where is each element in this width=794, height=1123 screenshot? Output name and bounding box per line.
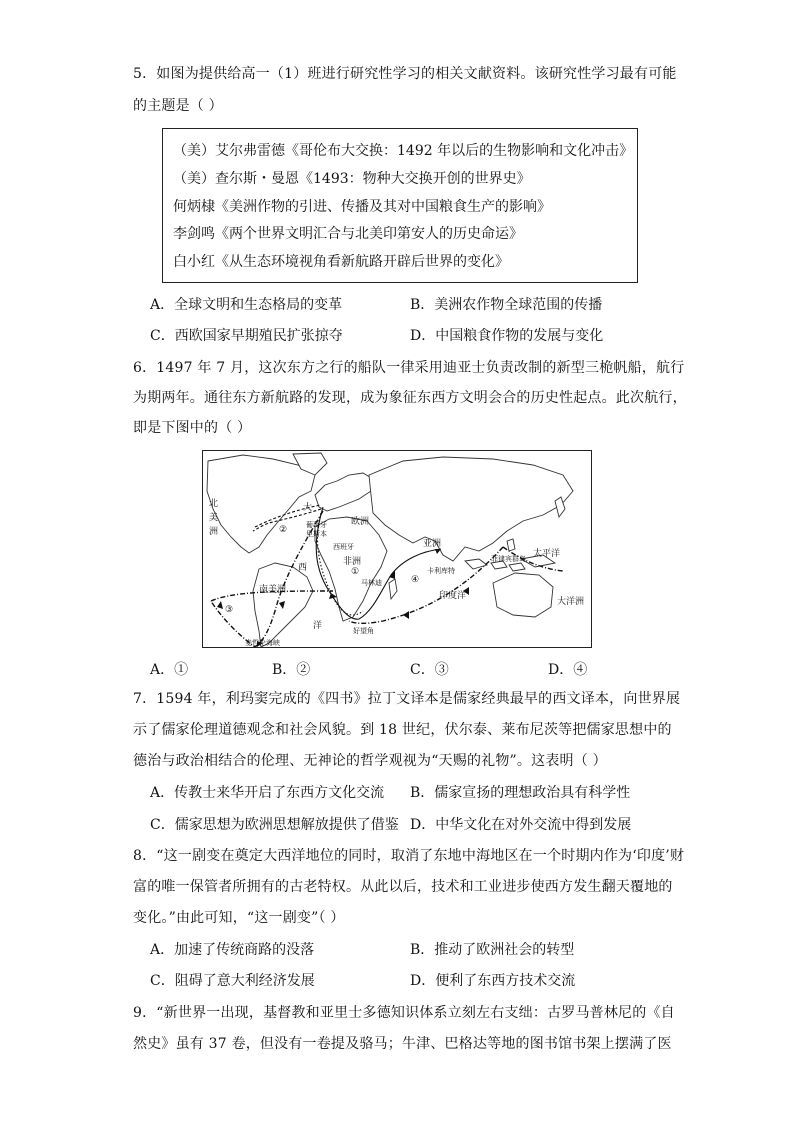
- q5-option-d[interactable]: D．中国粮食作物的发展与变化: [410, 328, 604, 344]
- q5-reference-box: [162, 128, 638, 283]
- q7-stem-line2: 示了儒家伦理道德观念和社会风貌。到 18 世纪，伏尔泰、莱布尼茨等把儒家思想中的: [133, 722, 672, 738]
- q7-stem-line3: 德治与政治相结合的伦理、无神论的哲学观视为“天赐的礼物”。这表明（ ）: [133, 753, 607, 769]
- q5-stem-line2: 的主题是（ ）: [133, 98, 223, 114]
- map-label-magellan: 麦哲伦海峡: [245, 639, 280, 647]
- australia-outline: [493, 573, 553, 617]
- map-label-africa: 非洲: [343, 557, 362, 567]
- map-label-asia: 亚洲: [423, 539, 442, 549]
- map-label-big: 大: [303, 503, 313, 513]
- map-label-portugal: 葡萄牙: [306, 521, 327, 529]
- q6-option-d[interactable]: D．④: [548, 662, 588, 678]
- route-3-arrow-c: [217, 601, 223, 609]
- q5-ref-5: 白小红《从生态环境视角看新航路开辟后世界的变化》: [173, 254, 509, 270]
- q8-option-d[interactable]: D．便利了东西方技术交流: [410, 973, 576, 989]
- q6-option-a[interactable]: A．①: [150, 662, 189, 678]
- q9-stem-line2: 然史》虽有 37 卷，但没有一卷提及骆马；牛津、巴格达等地的图书馆书架上摆满了医: [133, 1036, 672, 1052]
- q6-stem-line1: 6．1497 年 7 月，这次东方之行的船队一律采用迪亚士负责改制的新型三桅帆船，航行: [133, 360, 685, 376]
- q7-option-a[interactable]: A．传教士来华开启了东西方文化交流: [150, 785, 385, 801]
- q8-stem-line2: 富的唯一保管者所拥有的古老特权。从此以后，技术和工业进步使西方发生翻天覆地的: [133, 879, 673, 895]
- map-label-indian-ocean: 印度洋: [439, 591, 467, 601]
- europe-outline: [315, 473, 373, 511]
- q8-option-c[interactable]: C．阻碍了意大利经济发展: [150, 973, 315, 989]
- map-label-europe: 欧洲: [351, 517, 370, 527]
- map-label-west: 西: [298, 563, 308, 573]
- map-label-lisbon: 里斯本: [306, 530, 327, 538]
- q7-option-d[interactable]: D．中华文化在对外交流中得到发展: [410, 817, 632, 833]
- map-label-ocean: 洋: [313, 621, 323, 631]
- map-label-north-america: 北美洲: [209, 499, 219, 537]
- q5-ref-4: 李剑鸣《两个世界文明汇合与北美印第安人的历史命运》: [173, 226, 523, 242]
- asia-outline: [369, 457, 573, 561]
- q5-option-c[interactable]: C．西欧国家早期殖民扩张掠夺: [150, 328, 343, 344]
- route-3-arrow-d: [403, 611, 409, 619]
- q5-option-b[interactable]: B．美洲农作物全球范围的传播: [410, 297, 603, 313]
- q6-option-b[interactable]: B．②: [272, 662, 311, 678]
- map-label-pacific: 太平洋: [533, 549, 561, 559]
- route-marker-3: ③: [225, 605, 234, 615]
- q7-stem-line1: 7．1594 年，利玛窦完成的《四书》拉丁文译本是儒家经典最早的西文译本，向世界展: [133, 691, 681, 707]
- q8-stem-line1: 8．“这一剧变在奠定大西洋地位的同时，取消了东地中海地区在一个时期内作为‘印度’财: [133, 848, 685, 864]
- map-label-malindi: 马林迪: [361, 579, 382, 587]
- q5-stem-line1: 5．如图为提供给高一（1）班进行研究性学习的相关文献资料。该研究性学习最有可能: [133, 66, 677, 82]
- q8-option-b[interactable]: B．推动了欧洲社会的转型: [410, 942, 575, 958]
- q8-stem-line3: 变化。”由此可知，“这一剧变”（ ）: [133, 910, 345, 926]
- q8-option-a[interactable]: A．加速了传统商路的没落: [150, 942, 315, 958]
- voyage-route-map: [202, 450, 592, 648]
- q5-ref-2: （美）查尔斯・曼恩《1493：物种大交换开创的世界史》: [173, 171, 531, 187]
- q5-ref-3: 何炳棣《美洲作物的引进、传播及其对中国粮食生产的影响》: [173, 199, 551, 215]
- q5-ref-1: （美）艾尔弗雷德《哥伦布大交换：1492 年以后的生物影响和文化冲击》: [173, 143, 634, 159]
- route-1-arrow-c: [435, 549, 441, 554]
- map-label-oceania: 大洋洲: [557, 597, 585, 607]
- philippines-outline: [507, 539, 515, 551]
- route-marker-4: ④: [411, 575, 420, 585]
- north-america-outline: [207, 455, 315, 553]
- map-label-south-america: 南美洲: [259, 585, 287, 595]
- q9-stem-line1: 9．“新世界一出现，基督教和亚里士多德知识体系立刻左右支绌：古罗马普林尼的《自: [133, 1005, 675, 1021]
- q6-stem-line2: 为期两年。通往东方新航路的发现，成为象征东西方文明会合的历史性起点。此次航行，: [133, 390, 687, 406]
- route-marker-2: ②: [279, 525, 288, 535]
- q7-option-b[interactable]: B．儒家宣扬的理想政治具有科学性: [410, 785, 631, 801]
- route-marker-1: ①: [351, 567, 360, 577]
- q7-option-c[interactable]: C．儒家思想为欧洲思想解放提供了借鉴: [150, 817, 399, 833]
- map-label-cape: 好望角: [353, 627, 374, 635]
- q6-stem-line3: 即是下图中的（ ）: [133, 420, 252, 436]
- map-label-calicut: 卡利库特: [427, 567, 455, 575]
- map-label-philippines: 菲律宾群岛: [491, 555, 526, 563]
- madagascar-outline: [389, 579, 397, 599]
- q6-option-c[interactable]: C．③: [410, 662, 449, 678]
- map-label-spain: 西班牙: [333, 543, 354, 551]
- q5-option-a[interactable]: A．全球文明和生态格局的变革: [150, 297, 343, 313]
